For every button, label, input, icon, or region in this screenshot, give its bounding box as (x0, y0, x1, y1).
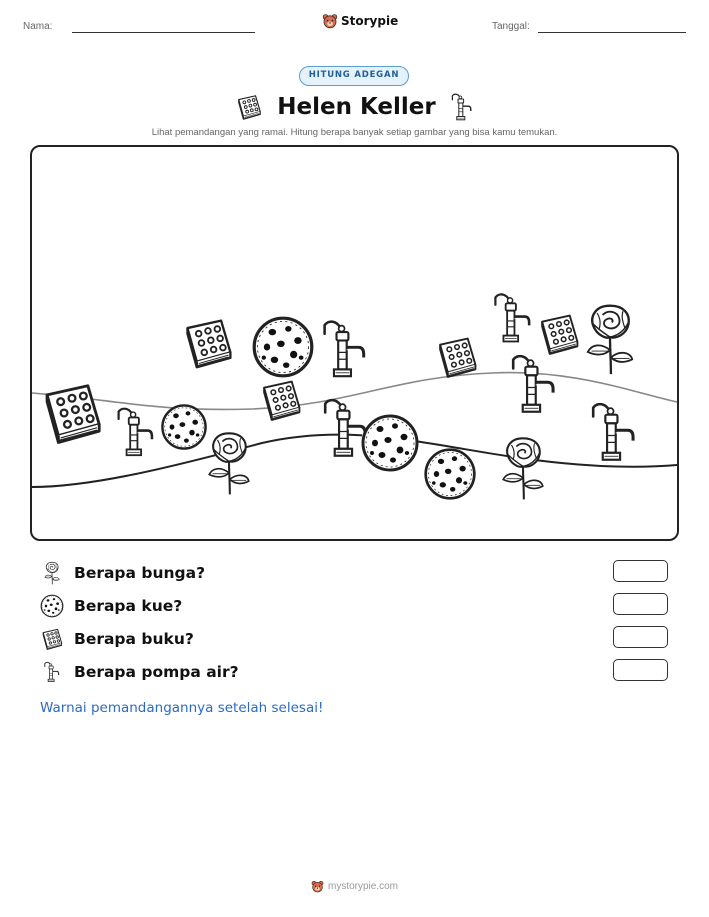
date-line[interactable] (538, 32, 686, 33)
cookie-icon (423, 447, 477, 501)
braille-book-icon (258, 377, 304, 423)
closing-note: Warnai pemandangannya setelah selesai! (40, 700, 324, 716)
cookie-icon (251, 315, 315, 379)
water-pump-icon (491, 288, 535, 348)
water-pump-icon (319, 315, 371, 383)
question-text: Berapa kue? (74, 597, 183, 615)
cookie-icon (160, 403, 208, 451)
instructions: Lihat pemandangan yang ramai. Hitung berapa banyak setiap gambar yang bisa kamu temukan. (151, 127, 558, 138)
counting-scene (30, 145, 679, 541)
rose-icon (498, 435, 548, 501)
answer-box-flowers[interactable] (613, 560, 668, 582)
braille-book-icon (434, 334, 480, 380)
question-pumps (40, 659, 239, 685)
bear-icon (311, 880, 324, 893)
brand-logo (322, 13, 398, 29)
footer (0, 880, 709, 893)
question-text: Berapa pompa air? (74, 663, 239, 681)
title-row (0, 90, 709, 124)
water-pump-icon (450, 91, 474, 123)
date-label: Tanggal: (492, 21, 530, 32)
brand-name: Storypie (341, 14, 399, 28)
question-books (40, 626, 194, 652)
braille-book-icon (40, 627, 64, 651)
rose-icon (582, 302, 638, 376)
page-title: Helen Keller (277, 94, 436, 120)
cookie-icon (360, 413, 420, 473)
answer-box-pumps[interactable] (613, 659, 668, 681)
water-pump-icon (114, 403, 158, 461)
question-cookies (40, 593, 182, 619)
footer-url: mystorypie.com (327, 881, 398, 892)
answer-box-cookies[interactable] (613, 593, 668, 615)
question-flowers (40, 560, 205, 586)
activity-badge: HITUNG ADEGAN (299, 66, 409, 86)
rose-icon (40, 561, 64, 585)
name-line[interactable] (72, 32, 255, 33)
question-text: Berapa buku? (74, 630, 194, 648)
name-label: Nama: (23, 21, 53, 32)
water-pump-icon (588, 397, 640, 467)
answer-box-books[interactable] (613, 626, 668, 648)
water-pump-icon (508, 349, 560, 419)
braille-book-icon (235, 93, 263, 121)
bear-icon (322, 13, 338, 29)
water-pump-icon (40, 660, 64, 684)
rose-icon (204, 430, 254, 496)
braille-book-icon (38, 379, 106, 447)
cookie-icon (40, 594, 64, 618)
question-text: Berapa bunga? (74, 564, 206, 582)
braille-book-icon (180, 315, 236, 371)
